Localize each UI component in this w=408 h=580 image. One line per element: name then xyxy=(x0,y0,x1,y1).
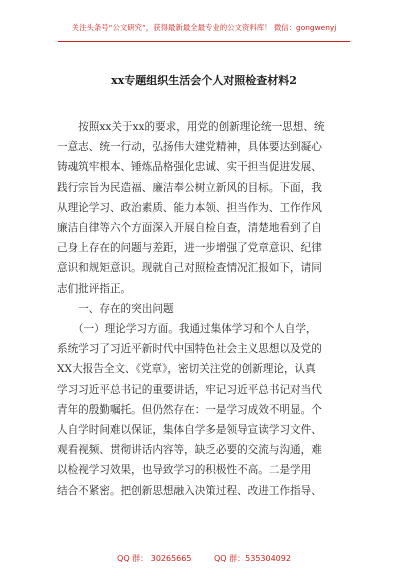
body-line: 意识和规矩意识。现就自己对照检查情况汇报如下，请同 xyxy=(57,262,322,275)
body-line: 观看视频、贯彻讲话内容等，缺乏必要的交流与沟通，难 xyxy=(57,444,322,457)
body-line: 从理论学习、政治素质、能力本领、担当作为、工作作风 xyxy=(57,201,322,214)
body-line: 结合不紧密。把创新思想融入决策过程、改进工作指导、 xyxy=(57,484,322,497)
body-line: （一）理论学习方面。我通过集体学习和个人自学， xyxy=(57,323,317,336)
body-line: 铸魂筑牢根本、锤炼品格强化忠诚、实干担当促进发展、 xyxy=(57,161,322,174)
footer-qq-group-2: QQ 群：535304092 xyxy=(214,554,291,563)
footer-contact xyxy=(58,553,350,564)
body-line: 己身上存在的问题与差距，进一步增强了党章意识、纪律 xyxy=(57,242,322,255)
body-line: 廉洁自律等六个方面深入开展自检自查，清楚地看到了自 xyxy=(57,222,322,235)
document-title: xx专题组织生活会个人对照检查材料2 xyxy=(111,74,297,87)
body-line: XX大报告全文、《党章》，密切关注党的创新理论，认真 xyxy=(57,363,316,376)
body-line: 志们批评指正。 xyxy=(57,282,132,295)
body-line: 践行宗旨为民造福、廉洁奉公树立新风的目标。下面，我 xyxy=(57,181,322,194)
header-divider xyxy=(58,41,350,42)
body-line: 一意志、统一行动，弘扬伟大建党精神，具体要达到凝心 xyxy=(57,141,322,154)
body-line: 学习习近平总书记的重要讲话，牢记习近平总书记对当代 xyxy=(57,383,322,396)
footer-qq-group-1: QQ 群： 30265665 xyxy=(117,554,192,563)
body-line: 青年的殷勤嘱托。但仍然存在：一是学习成效不明显。个 xyxy=(57,403,322,416)
section-heading: 一、存在的突出问题 xyxy=(57,302,174,315)
promo-header: 关注头条号“公文研究”，获得最新最全最专业的公文资料库！ 微信：gongwenyj xyxy=(71,23,337,32)
body-line: 按照xx关于xx的要求，用党的创新理论统一思想、统 xyxy=(57,121,325,133)
body-line: 人自学时间难以保证，集体自学多是领导宣读学习文件、 xyxy=(57,424,322,437)
body-line: 系统学习了习近平新时代中国特色社会主义思想以及党的 xyxy=(57,343,322,356)
body-line: 以检视学习效果，也导致学习的积极性不高。二是学用 xyxy=(57,464,312,477)
document-body xyxy=(57,117,353,501)
